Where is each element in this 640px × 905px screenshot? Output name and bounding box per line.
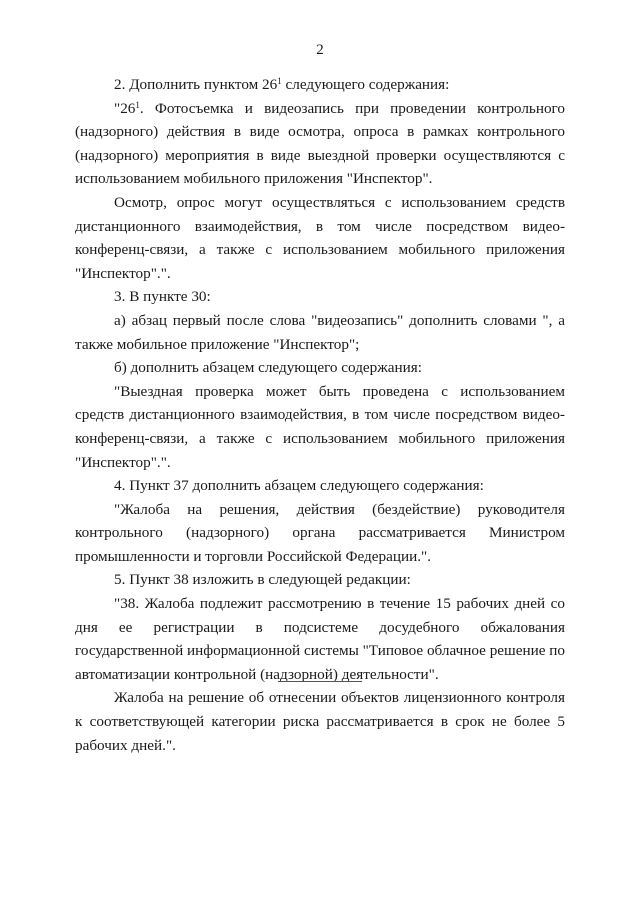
page-number: 2 <box>316 42 324 58</box>
paragraph <box>75 498 565 569</box>
paragraph <box>75 309 565 356</box>
paragraph-text: Осмотр, опрос могут осуществляться с использованием средств дистанционного взаимодействия, в том числе посредством видео-конференц-связи, а также с использованием мобильного приложения "Инспектор".". <box>75 193 565 282</box>
paragraph-text: "26 <box>114 99 136 117</box>
paragraph <box>75 568 565 592</box>
paragraph <box>75 356 565 380</box>
paragraph-text: 2. Дополнить пунктом 26 <box>114 76 278 93</box>
paragraph-text: "38. Жалоба подлежит рассмотрению в течение 15 рабочих дней со дня ее регистрации в подсистеме досудебного обжалования государственной информационной системы "Типовое облачное решение по автоматизации контрольной (надзорной) деятельности". <box>75 595 565 683</box>
end-rule <box>278 681 362 682</box>
paragraph-text: 3. В пункте 30: <box>114 288 211 306</box>
paragraph-text: следующего содержания: <box>281 76 450 93</box>
superscript-text: 1 <box>135 99 140 110</box>
paragraph <box>75 474 565 498</box>
paragraph-text: 5. Пункт 38 изложить в следующей редакции: <box>114 571 411 589</box>
paragraph-text: а) абзац первый после слова "видеозапись" дополнить словами ", а также мобильное приложение "Инспектор"; <box>75 311 565 353</box>
superscript-text: 1 <box>277 76 282 86</box>
paragraph <box>75 686 565 757</box>
document-body <box>75 73 565 757</box>
paragraph <box>75 285 565 309</box>
paragraph-text: "Жалоба на решения, действия (бездействие) руководителя контрольного (надзорного) органа рассматривается Министром промышленности и торговли Российской Федерации.". <box>75 500 565 565</box>
paragraph <box>75 191 565 285</box>
paragraph <box>75 380 565 474</box>
paragraph-text: б) дополнить абзацем следующего содержания: <box>114 359 422 377</box>
paragraph-text: Жалоба на решение об отнесении объектов лицензионного контроля к соответствующей категории риска рассматривается в срок не более 5 рабочих дней.". <box>75 689 565 754</box>
paragraph <box>75 97 565 191</box>
paragraph-text: 4. Пункт 37 дополнить абзацем следующего содержания: <box>114 477 484 495</box>
paragraph <box>75 73 565 97</box>
paragraph <box>75 592 565 686</box>
paragraph-text: "Выездная проверка может быть проведена с использованием средств дистанционного взаимодействия, в том числе посредством видео-конференц-связи, а также с использованием мобильного приложения "Инспектор".". <box>75 382 565 471</box>
paragraph-text: . Фотосъемка и видеозапись при проведении контрольного (надзорного) действия в виде осмотра, опроса в рамках контрольного (надзорного) мероприятия в виде выездной проверки осуществляются с использованием мобильного приложения "Инспектор". <box>75 99 565 188</box>
